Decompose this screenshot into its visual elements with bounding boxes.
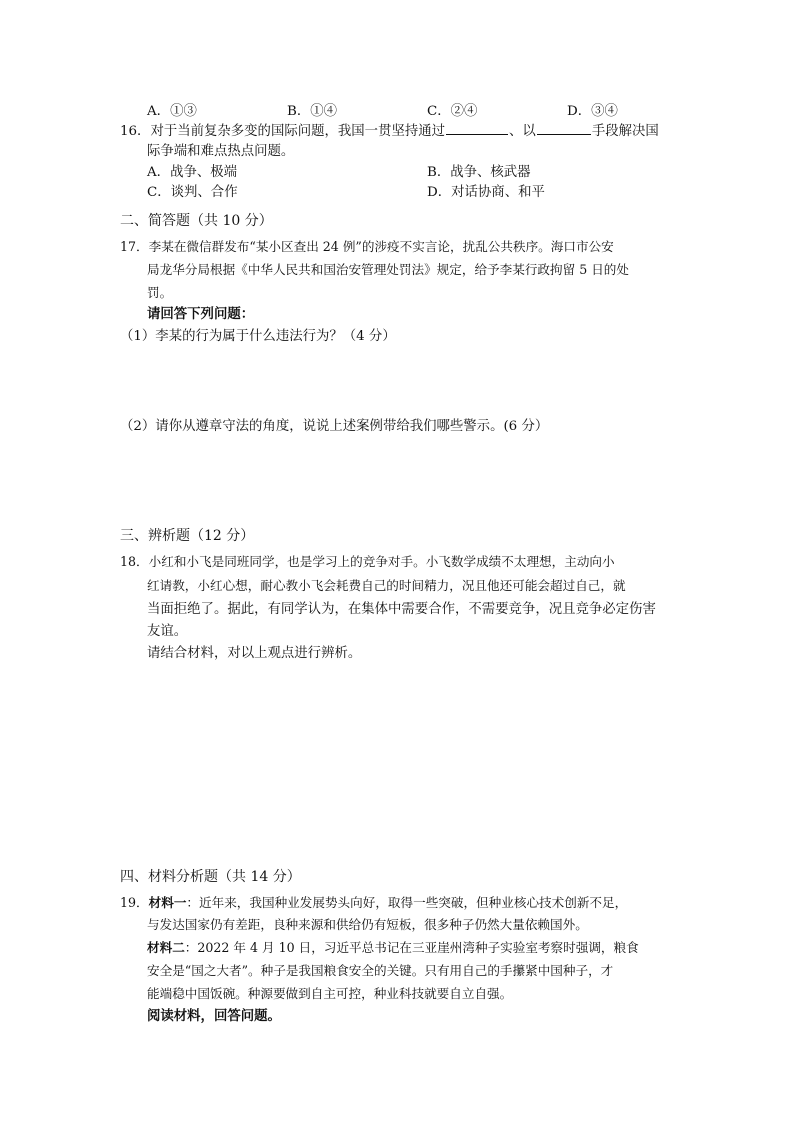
q15-option-d — [567, 100, 618, 119]
option-letter: D． — [427, 185, 452, 200]
option-text: ③④ — [591, 104, 618, 119]
section-3-title: 三、辨析题（12 分） — [120, 528, 255, 544]
option-letter: A． — [147, 104, 171, 119]
question-number: 17． — [120, 239, 149, 254]
q18-instruction: 请结合材料，对以上观点进行辨析。 — [147, 646, 362, 661]
q17-text: 李某在微信群发布“某小区查出 24 例”的涉疫不实言论，扰乱公共秩序。海口市公安 — [148, 239, 614, 254]
option-text: 战争、核武器 — [450, 165, 531, 180]
q17-prompt: 请回答下列问题： — [147, 306, 255, 322]
material-1-text: ：近年来，我国种业发展势头向好，取得一些突破，但种业核心技术创新不足， — [186, 895, 628, 910]
q16-stem-part1: 对于当前复杂多变的国际问题，我国一贯坚持通过 — [150, 124, 446, 139]
q16-option-c — [147, 181, 238, 200]
q15-option-c — [427, 100, 477, 119]
option-letter: A． — [147, 165, 171, 180]
option-letter: C． — [427, 104, 451, 119]
question-number: 16． — [120, 124, 151, 139]
q17-stem-line2: 局龙华分局根据《中华人民共和国治安管理处罚法》规定，给予李某行政拘留 5 日的处 — [147, 262, 629, 277]
q16-option-b — [427, 161, 531, 180]
option-letter: B． — [427, 165, 451, 180]
material-2-text: ：2022 年 4 月 10 日，习近平总书记在三亚崖州湾种子实验室考察时强调，粮食 — [184, 940, 639, 955]
q19-material-1-line1 — [120, 892, 627, 911]
option-text: ①③ — [170, 104, 197, 119]
q19-material-2-line2: 安全是“国之大者”。种子是我国粮食安全的关键。只有用自己的手攥紧中国种子，才 — [147, 963, 614, 978]
q19-material-1-line2: 与发达国家仍有差距，良种来源和供给仍有短板，很多种子仍然大量依赖国外。 — [147, 917, 588, 932]
q19-material-2-line3: 能端稳中国饭碗。种源要做到自主可控，种业科技就要自立自强。 — [147, 986, 513, 1001]
option-letter: B． — [287, 104, 311, 119]
q19-material-2-line1 — [147, 937, 639, 956]
q15-option-a — [147, 100, 197, 119]
q17-sub-question-2: （2）请你从遵章守法的角度，说说上述案例带给我们哪些警示。(6 分） — [120, 419, 549, 434]
q16-stem-part3: 手段解决国 — [591, 124, 659, 139]
material-2-label: 材料二 — [147, 940, 185, 955]
section-2-title: 二、简答题（共 10 分） — [120, 213, 273, 229]
option-text: 谈判、合作 — [170, 185, 238, 200]
option-letter: D． — [567, 104, 592, 119]
q16-stem-part2: 、以 — [509, 124, 536, 139]
q17-stem-line1 — [120, 236, 614, 255]
q17-stem-line3: 罚。 — [147, 285, 173, 300]
q17-sub-question-1: （1）李某的行为属于什么违法行为？（4 分） — [120, 329, 396, 344]
option-letter: C． — [147, 185, 171, 200]
material-1-label: 材料一 — [148, 895, 187, 910]
option-text: 战争、极端 — [170, 165, 238, 180]
question-number: 19． — [120, 895, 149, 910]
q16-option-d — [427, 181, 545, 200]
q18-stem-line1 — [120, 551, 615, 570]
option-text: ②④ — [450, 104, 478, 119]
section-4-title: 四、材料分析题（共 14 分） — [120, 869, 301, 885]
option-text: ①④ — [310, 104, 338, 119]
q18-text: 小红和小飞是同班同学，也是学习上的竞争对手。小飞数学成绩不太理想，主动向小 — [148, 554, 615, 569]
q16-stem-line2: 际争端和难点热点问题。 — [147, 144, 295, 159]
q18-stem-line4: 友谊。 — [147, 624, 188, 639]
question-number: 18． — [120, 554, 149, 569]
q18-stem-line2: 红请教，小红心想，耐心教小飞会耗费自己的时间精力，况且他还可能会超过自己，就 — [147, 578, 626, 593]
q15-option-b — [287, 100, 337, 119]
q18-stem-line3: 当面拒绝了。据此，有同学认为，在集体中需要合作，不需要竞争，况且竞争必定伤害 — [147, 602, 656, 617]
q16-stem-line1 — [120, 120, 659, 139]
fill-blank-2[interactable] — [537, 122, 591, 135]
fill-blank-1[interactable] — [446, 122, 508, 135]
option-text: 对话协商、和平 — [451, 185, 545, 200]
q19-prompt: 阅读材料，回答问题。 — [147, 1008, 281, 1024]
q16-option-a — [147, 161, 237, 180]
